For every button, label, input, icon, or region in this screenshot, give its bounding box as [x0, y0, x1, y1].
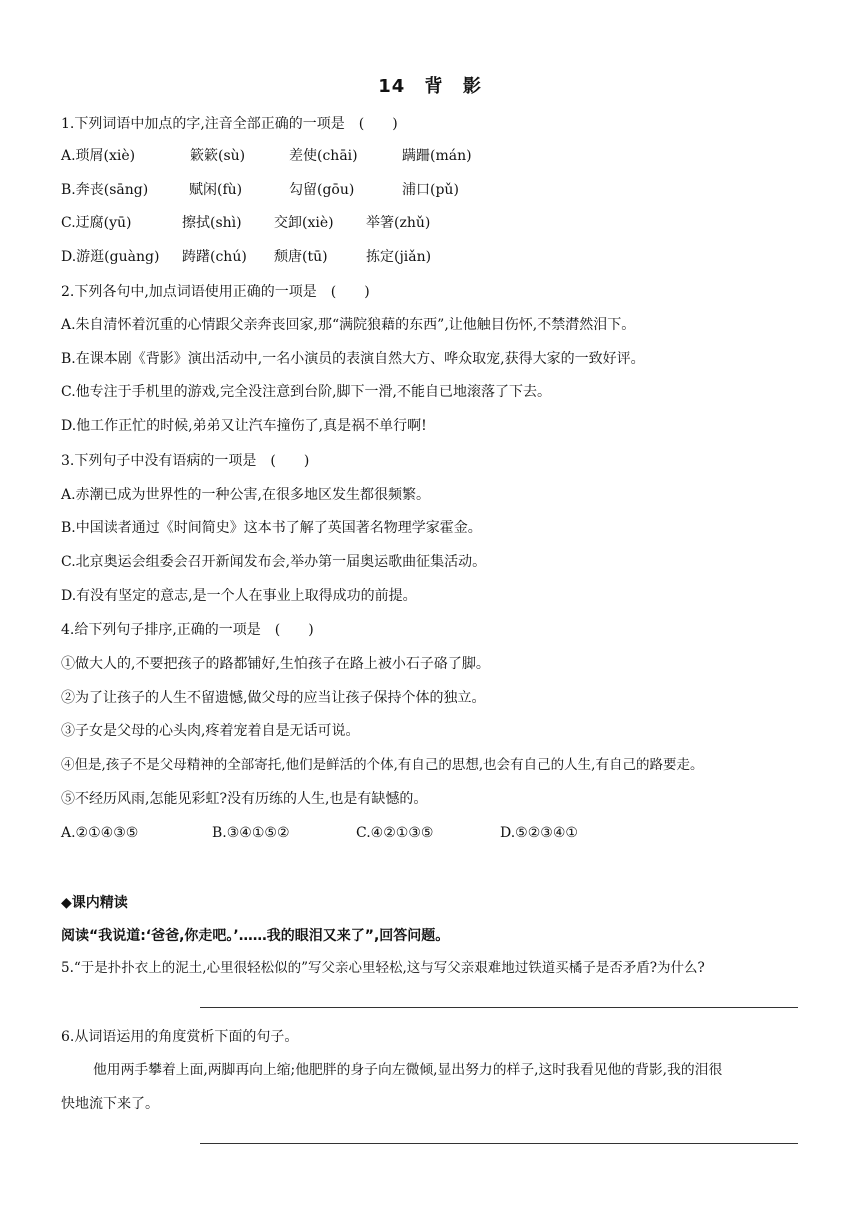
title-char-1: 背 — [424, 76, 444, 97]
q1-option-b: B.奔丧(sāng) 赋闲(fù) 勾留(gōu) 浦口(pǔ) — [61, 182, 459, 198]
title-char-2: 影 — [462, 76, 482, 97]
q1-option-a: A.琐屑(xiè) 簌簌(sù) 差使(chāi) 蹒跚(mán) — [61, 148, 472, 164]
q1-option-c: C.迂腐(yū) 擦拭(shì) 交卸(xiè) 举箸(zhǔ) — [61, 215, 431, 231]
q4-options — [61, 823, 661, 843]
q6-answer-line[interactable] — [200, 1143, 798, 1144]
q4-stem: 4.给下列句子排序,正确的一项是 ( ) — [61, 622, 314, 638]
q6-passage-line-1: 他用两手攀着上面,两脚再向上缩;他肥胖的身子向左微倾,显出努力的样子,这时我看见他的背影,我的泪很 — [93, 1062, 723, 1078]
q4-sentence-1: ①做大人的,不要把孩子的路都铺好,生怕孩子在路上被小石子硌了脚。 — [61, 656, 490, 672]
q3-stem: 3.下列句子中没有语病的一项是 ( ) — [61, 453, 310, 469]
q3-option-a: A.赤潮已成为世界性的一种公害,在很多地区发生都很频繁。 — [61, 487, 431, 503]
q4-option-a: A.②①④③⑤ — [61, 825, 139, 841]
reading-instruction: 阅读“我说道:‘爸爸,你走吧。’……我的眼泪又来了”,回答问题。 — [61, 928, 450, 944]
q2-option-b: B.在课本剧《背影》演出活动中,一名小演员的表演自然大方、哗众取宠,获得大家的一致好评。 — [61, 351, 645, 367]
q5-stem: 5.“于是扑扑衣上的泥土,心里很轻松似的”写父亲心里轻松,这与写父亲艰难地过铁道买橘子是否矛盾?为什么? — [61, 960, 705, 976]
q2-option-d: D.他工作正忙的时候,弟弟又让汽车撞伤了,真是祸不单行啊! — [61, 418, 427, 434]
q1-option-d: D.游逛(guàng) 踌躇(chú) 颓唐(tū) 拣定(jiǎn) — [61, 249, 432, 265]
q3-option-d: D.有没有坚定的意志,是一个人在事业上取得成功的前提。 — [61, 588, 417, 604]
q4-option-d: D.⑤②③④① — [500, 825, 578, 841]
q1-stem: 1.下列词语中加点的字,注音全部正确的一项是 ( ) — [61, 116, 398, 132]
q4-sentence-3: ③子女是父母的心头肉,疼着宠着自是无话可说。 — [61, 723, 360, 739]
q2-option-a: A.朱自清怀着沉重的心情跟父亲奔丧回家,那“满院狼藉的东西”,让他触目伤怀,不禁潸然泪下。 — [61, 317, 636, 333]
q4-option-c: C.④②①③⑤ — [356, 825, 434, 841]
q4-option-b: B.③④①⑤② — [212, 825, 290, 841]
q4-sentence-4: ④但是,孩子不是父母精神的全部寄托,他们是鲜活的个体,有自己的思想,也会有自己的人生,有自己的路要走。 — [61, 757, 704, 773]
q3-option-c: C.北京奥运会组委会召开新闻发布会,举办第一届奥运歌曲征集活动。 — [61, 554, 487, 570]
section-heading: ◆课内精读 — [61, 895, 128, 911]
q4-sentence-2: ②为了让孩子的人生不留遗憾,做父母的应当让孩子保持个体的独立。 — [61, 690, 486, 706]
q2-stem: 2.下列各句中,加点词语使用正确的一项是 ( ) — [61, 284, 370, 300]
q3-option-b: B.中国读者通过《时间简史》这本书了解了英国著名物理学家霍金。 — [61, 520, 482, 536]
q6-passage-line-2: 快地流下来了。 — [61, 1096, 159, 1112]
page-title — [0, 72, 860, 98]
lesson-number: 14 — [378, 76, 406, 97]
q6-stem: 6.从词语运用的角度赏析下面的句子。 — [61, 1029, 299, 1045]
q4-sentence-5: ⑤不经历风雨,怎能见彩虹?没有历练的人生,也是有缺憾的。 — [61, 791, 428, 807]
q5-answer-line[interactable] — [200, 1007, 798, 1008]
q2-option-c: C.他专注于手机里的游戏,完全没注意到台阶,脚下一滑,不能自已地滚落了下去。 — [61, 384, 552, 400]
